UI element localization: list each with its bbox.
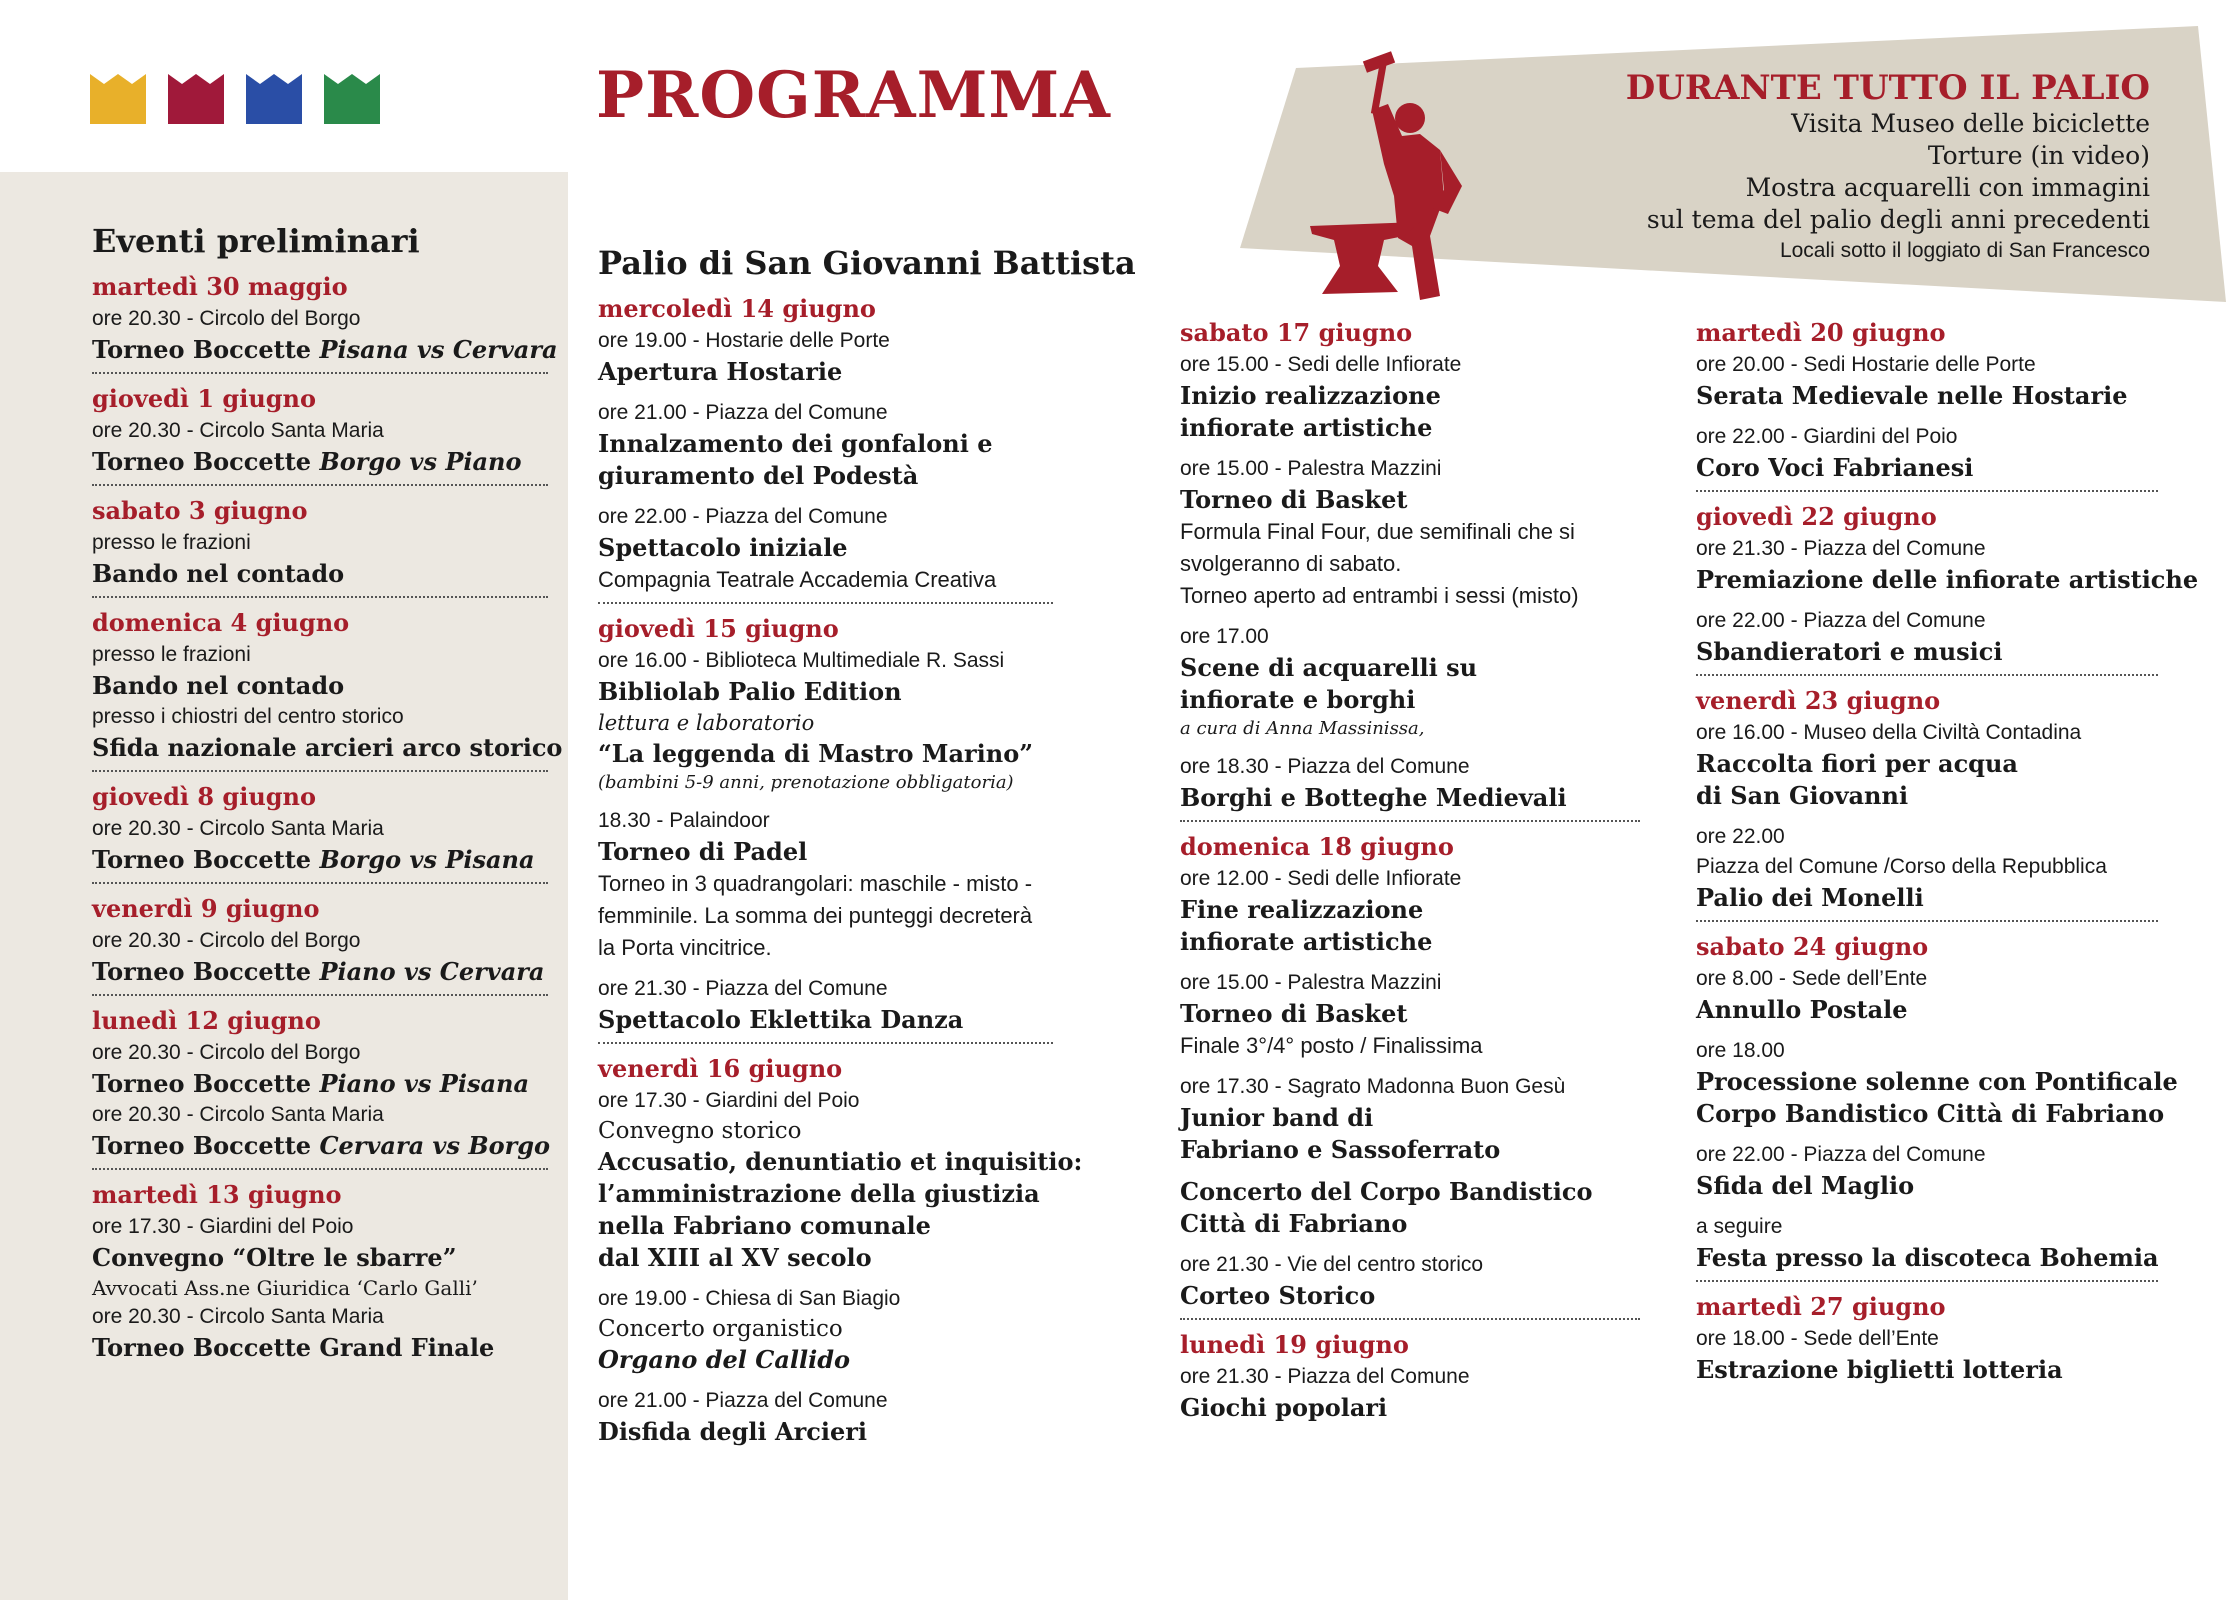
banner-line: Torture (in video) <box>1927 141 2150 170</box>
event-title: Torneo Boccette Borgo vs Piano <box>92 447 522 476</box>
day-section <box>1180 316 1640 814</box>
event-time: ore 16.00 - Museo della Civiltà Contadina <box>1696 721 2082 744</box>
event-title: Sfida del Maglio <box>1696 1171 1915 1200</box>
event-time: ore 8.00 - Sede dell’Ente <box>1696 967 1928 990</box>
event-title: Giochi popolari <box>1180 1393 1388 1422</box>
day-heading: venerdì 23 giugno <box>1696 686 1941 715</box>
day-heading: martedì 30 maggio <box>92 272 348 301</box>
banner-text <box>1530 68 2150 266</box>
event-title: Bibliolab Palio Edition <box>598 677 902 706</box>
banner-line: sul tema del palio degli anni precedenti <box>1646 205 2150 234</box>
event-subtitle: Convegno storico <box>598 1118 802 1144</box>
day-heading: sabato 17 giugno <box>1180 318 1413 347</box>
event-title: Torneo Boccette Piano vs Pisana <box>92 1069 530 1098</box>
divider <box>1696 1280 2158 1282</box>
event-title: Borghi e Botteghe Medievali <box>1180 783 1567 812</box>
day-heading: martedì 27 giugno <box>1696 1292 1946 1321</box>
logo-mark-blue <box>246 74 302 124</box>
event-time: presso le frazioni <box>92 643 251 666</box>
divider <box>92 770 548 772</box>
event-time: ore 20.30 - Circolo Santa Maria <box>92 419 384 442</box>
column-3 <box>1180 316 1640 1424</box>
day-heading: mercoledì 14 giugno <box>598 294 876 323</box>
event-title: Accusatio, denuntiatio et inquisitio: <box>598 1147 1083 1176</box>
event-time: ore 17.30 - Sagrato Madonna Buon Gesù <box>1180 1075 1566 1098</box>
column-palio <box>598 244 1136 1448</box>
event-time: 18.30 - Palaindoor <box>598 809 770 832</box>
day-heading: giovedì 15 giugno <box>598 614 839 643</box>
day-section <box>1180 830 1640 1312</box>
event-description: Compagnia Teatrale Accademia Creativa <box>598 567 997 592</box>
event-title: Innalzamento dei gonfaloni e <box>598 429 993 458</box>
event-title: Bando nel contado <box>92 559 345 588</box>
event-time: ore 21.00 - Piazza del Comune <box>598 1389 888 1412</box>
day-section <box>92 606 563 764</box>
event-title: di San Giovanni <box>1696 781 1909 810</box>
day-heading: venerdì 16 giugno <box>598 1054 843 1083</box>
event-title: Spettacolo iniziale <box>598 533 848 562</box>
day-section <box>92 1004 551 1162</box>
event-title: Sbandieratori e musici <box>1696 637 2003 666</box>
event-time: ore 16.00 - Biblioteca Multimediale R. Sassi <box>598 649 1005 672</box>
event-title: Annullo Postale <box>1696 995 1908 1024</box>
event-time: ore 15.00 - Sedi delle Infiorate <box>1180 353 1462 376</box>
event-description: Formula Final Four, due semifinali che si <box>1180 519 1575 544</box>
day-heading: venerdì 9 giugno <box>92 894 320 923</box>
event-title: Torneo Boccette Pisana vs Cervara <box>92 335 558 364</box>
event-description: femminile. La somma dei punteggi decreterà <box>598 903 1033 928</box>
event-title: Convegno “Oltre le sbarre” <box>92 1243 457 1272</box>
logo <box>90 74 380 124</box>
event-time: ore 19.00 - Chiesa di San Biagio <box>598 1287 901 1310</box>
column-title: Eventi preliminari <box>92 222 420 260</box>
event-title: Scene di acquarelli su <box>1180 653 1478 682</box>
event-time: ore 21.30 - Piazza del Comune <box>598 977 888 1000</box>
event-time: ore 21.30 - Vie del centro storico <box>1180 1253 1484 1276</box>
column-title: Palio di San Giovanni Battista <box>598 244 1136 282</box>
event-title: Torneo Boccette Piano vs Cervara <box>92 957 545 986</box>
divider <box>1180 820 1640 822</box>
divider <box>92 1168 548 1170</box>
column-4 <box>1696 316 2199 1386</box>
event-title: Torneo Boccette Cervara vs Borgo <box>92 1131 551 1160</box>
day-heading: domenica 4 giugno <box>92 608 350 637</box>
event-note: a cura di Anna Massinissa, <box>1180 718 1425 739</box>
day-heading: lunedì 19 giugno <box>1180 1330 1409 1359</box>
event-time: ore 20.30 - Circolo del Borgo <box>92 929 361 952</box>
event-title: Apertura Hostarie <box>598 357 843 386</box>
event-time: ore 17.30 - Giardini del Poio <box>92 1215 354 1238</box>
event-time: ore 21.00 - Piazza del Comune <box>598 401 888 424</box>
event-time: ore 18.00 <box>1696 1039 1785 1062</box>
event-title: Fine realizzazione <box>1180 895 1424 924</box>
event-title: dal XIII al XV secolo <box>598 1243 872 1272</box>
event-title: “La leggenda di Mastro Marino” <box>598 739 1034 768</box>
day-heading: lunedì 12 giugno <box>92 1006 321 1035</box>
day-section <box>92 1178 548 1364</box>
day-section <box>92 494 548 590</box>
page-title: PROGRAMMA <box>596 58 1111 133</box>
divider <box>92 882 548 884</box>
divider <box>1696 920 2158 922</box>
day-section <box>1696 316 2158 484</box>
day-section <box>92 780 548 876</box>
event-title: Corpo Bandistico Città di Fabriano <box>1696 1099 2165 1128</box>
day-heading: giovedì 1 giugno <box>92 384 317 413</box>
event-subtitle: Concerto organistico <box>598 1316 843 1342</box>
event-time: ore 15.00 - Palestra Mazzini <box>1180 971 1442 994</box>
day-heading: sabato 24 giugno <box>1696 932 1929 961</box>
banner-line: Mostra acquarelli con immagini <box>1745 173 2150 202</box>
event-time: ore 22.00 - Giardini del Poio <box>1696 425 1958 448</box>
event-title: l’amministrazione della giustizia <box>598 1179 1040 1208</box>
day-section <box>92 270 558 366</box>
event-time: ore 22.00 - Piazza del Comune <box>1696 1143 1986 1166</box>
event-title: Sfida nazionale arcieri arco storico <box>92 733 563 762</box>
event-time: ore 18.00 - Sede dell’Ente <box>1696 1327 1939 1350</box>
event-title: Torneo Boccette Borgo vs Pisana <box>92 845 535 874</box>
event-description: svolgeranno di sabato. <box>1180 551 1402 576</box>
divider <box>598 1042 1053 1044</box>
event-title: Serata Medievale nelle Hostarie <box>1696 381 2128 410</box>
event-title: Disfida degli Arcieri <box>598 1417 868 1446</box>
event-time: ore 17.00 <box>1180 625 1269 648</box>
event-time: ore 20.30 - Circolo Santa Maria <box>92 817 384 840</box>
day-section <box>92 892 548 988</box>
event-title: Coro Voci Fabrianesi <box>1696 453 1974 482</box>
event-time: presso le frazioni <box>92 531 251 554</box>
event-description: Torneo in 3 quadrangolari: maschile - misto - <box>598 871 1033 896</box>
event-time: ore 18.30 - Piazza del Comune <box>1180 755 1470 778</box>
event-time: ore 20.30 - Circolo del Borgo <box>92 1041 361 1064</box>
banner-location: Locali sotto il loggiato di San Francesco <box>1779 239 2150 262</box>
divider <box>1696 490 2158 492</box>
day-section <box>1696 500 2199 668</box>
event-note: (bambini 5-9 anni, prenotazione obbligatoria) <box>598 772 1014 793</box>
event-time: ore 22.00 <box>1696 825 1785 848</box>
event-title: infiorate artistiche <box>1180 927 1433 956</box>
banner-heading: DURANTE TUTTO IL PALIO <box>1625 68 2150 108</box>
day-section <box>598 612 1053 1036</box>
event-time: ore 20.00 - Sedi Hostarie delle Porte <box>1696 353 2036 376</box>
column-eventi-preliminari <box>92 222 563 1364</box>
event-title: infiorate artistiche <box>1180 413 1433 442</box>
event-note: lettura e laboratorio <box>598 711 815 735</box>
divider <box>92 372 548 374</box>
event-title: Raccolta fiori per acqua <box>1696 749 2018 778</box>
event-title: Corteo Storico <box>1180 1281 1376 1310</box>
event-title: Estrazione biglietti lotteria <box>1696 1355 2063 1384</box>
divider <box>92 596 548 598</box>
event-title: Torneo di Basket <box>1180 485 1408 514</box>
event-time: ore 21.30 - Piazza del Comune <box>1180 1365 1470 1388</box>
event-title: Torneo di Basket <box>1180 999 1408 1028</box>
event-title: Junior band di <box>1180 1103 1374 1132</box>
day-section <box>92 382 548 478</box>
event-time: ore 19.00 - Hostarie delle Porte <box>598 329 890 352</box>
divider <box>598 602 1053 604</box>
event-title: Processione solenne con Pontificale <box>1696 1067 2178 1096</box>
event-time: a seguire <box>1696 1215 1783 1238</box>
day-heading: martedì 13 giugno <box>92 1180 342 1209</box>
day-heading: sabato 3 giugno <box>92 496 308 525</box>
event-time: ore 22.00 - Piazza del Comune <box>598 505 888 528</box>
day-heading: giovedì 22 giugno <box>1696 502 1937 531</box>
event-title: nella Fabriano comunale <box>598 1211 931 1240</box>
event-title: Inizio realizzazione <box>1180 381 1441 410</box>
day-section <box>1696 684 2158 914</box>
day-section <box>1696 930 2178 1274</box>
logo-mark-green <box>324 74 380 124</box>
event-time: ore 20.30 - Circolo del Borgo <box>92 307 361 330</box>
logo-mark-red <box>168 74 224 124</box>
divider <box>1696 674 2158 676</box>
day-section <box>1696 1290 2158 1386</box>
logo-mark-yellow <box>90 74 146 124</box>
event-title: Torneo Boccette Grand Finale <box>92 1333 495 1362</box>
event-title: Fabriano e Sassoferrato <box>1180 1135 1501 1164</box>
event-time: ore 17.30 - Giardini del Poio <box>598 1089 860 1112</box>
day-section <box>598 1052 1083 1448</box>
event-title: Festa presso la discoteca Bohemia <box>1696 1243 2159 1272</box>
event-title: giuramento del Podestà <box>598 461 919 490</box>
day-heading: domenica 18 giugno <box>1180 832 1454 861</box>
event-title: Bando nel contado <box>92 671 345 700</box>
event-description: la Porta vincitrice. <box>598 935 772 960</box>
event-time: ore 20.30 - Circolo Santa Maria <box>92 1305 384 1328</box>
event-title: Concerto del Corpo Bandistico <box>1180 1177 1593 1206</box>
event-title: infiorate e borghi <box>1180 685 1416 714</box>
event-title: Organo del Callido <box>598 1345 851 1374</box>
event-title: Spettacolo Eklettika Danza <box>598 1005 964 1034</box>
banner-line: Visita Museo delle biciclette <box>1791 109 2150 138</box>
event-title: Premiazione delle infiorate artistiche <box>1696 565 2199 594</box>
day-section <box>598 292 1053 596</box>
event-title: Città di Fabriano <box>1180 1209 1408 1238</box>
day-heading: martedì 20 giugno <box>1696 318 1946 347</box>
divider <box>1180 1318 1640 1320</box>
divider <box>92 484 548 486</box>
day-section <box>1180 1328 1640 1424</box>
event-time: ore 12.00 - Sedi delle Infiorate <box>1180 867 1462 890</box>
event-title: Palio dei Monelli <box>1696 883 1924 912</box>
day-heading: giovedì 8 giugno <box>92 782 317 811</box>
event-time: presso i chiostri del centro storico <box>92 705 404 728</box>
event-subtitle: Avvocati Ass.ne Giuridica ‘Carlo Galli’ <box>92 1276 478 1300</box>
event-time: ore 15.00 - Palestra Mazzini <box>1180 457 1442 480</box>
event-description: Finale 3°/4° posto / Finalissima <box>1180 1033 1483 1058</box>
event-description: Torneo aperto ad entrambi i sessi (misto) <box>1180 583 1579 608</box>
event-time: ore 20.30 - Circolo Santa Maria <box>92 1103 384 1126</box>
divider <box>92 994 548 996</box>
event-location: Piazza del Comune /Corso della Repubblica <box>1696 855 2107 878</box>
event-time: ore 22.00 - Piazza del Comune <box>1696 609 1986 632</box>
event-title: Torneo di Padel <box>598 837 808 866</box>
event-time: ore 21.30 - Piazza del Comune <box>1696 537 1986 560</box>
